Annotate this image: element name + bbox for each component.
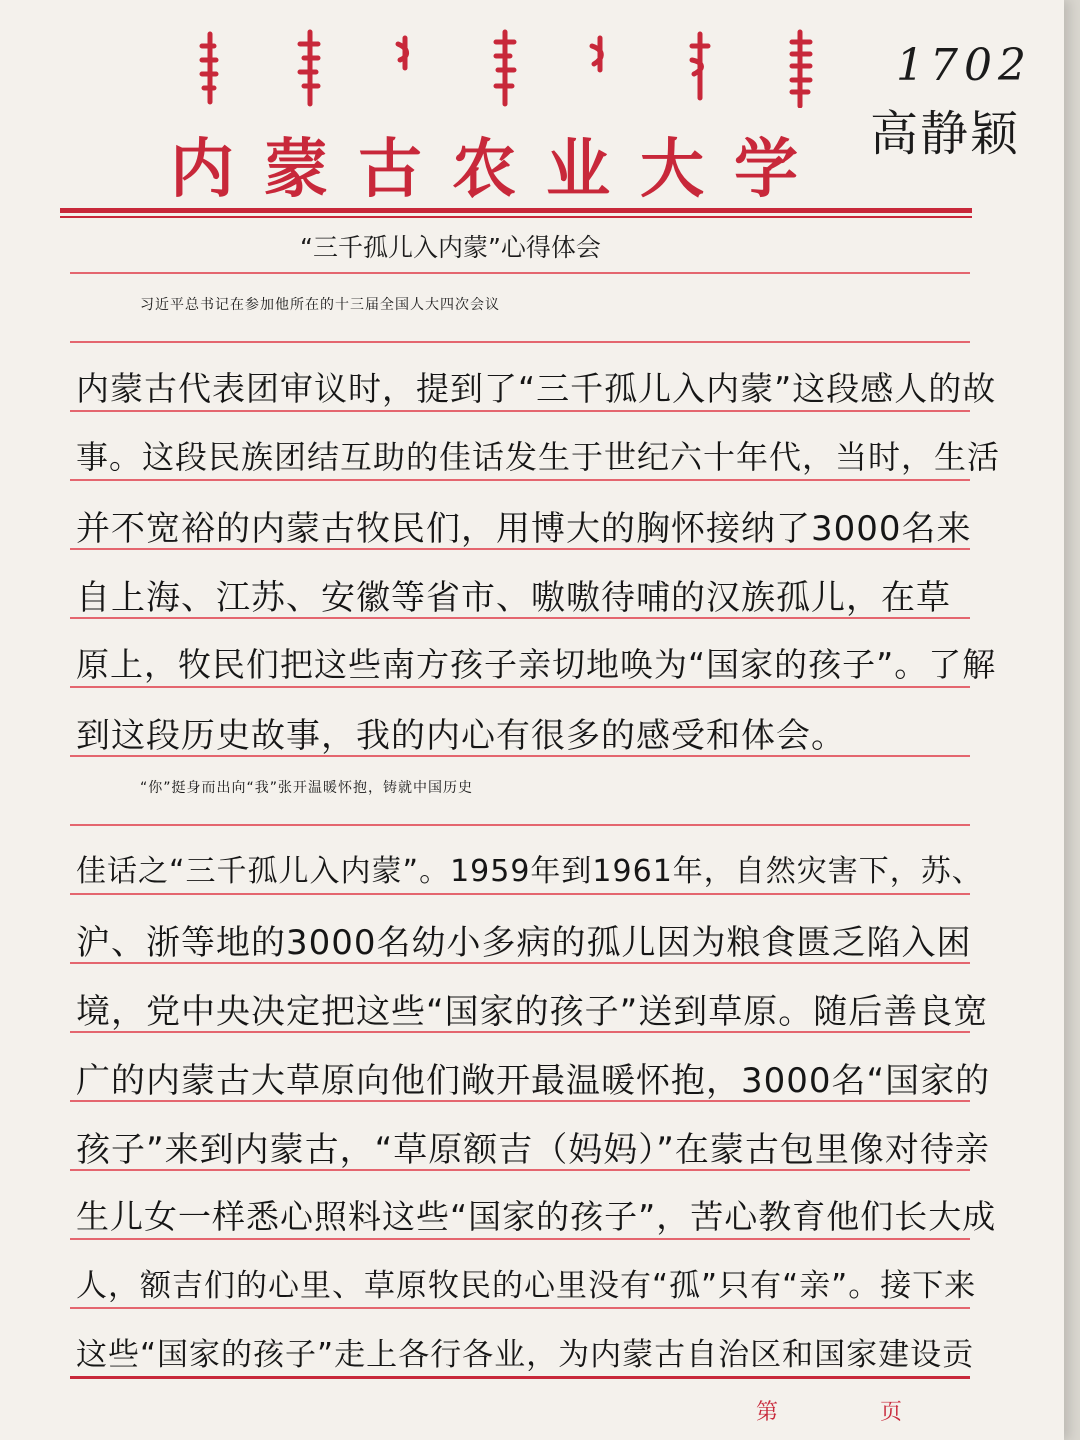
essay-line: 习近平总书记在参加他所在的十三届全国人大四次会议 [140, 297, 500, 313]
page-label-left: 第 [756, 1400, 779, 1425]
mongolian-script-icon [180, 28, 820, 108]
essay-line: 原上，牧民们把这些南方孩子亲切地唤为“国家的孩子”。了解 [76, 645, 997, 684]
student-name: 高静颖 [870, 106, 1021, 162]
essay-line: 境，党中央决定把这些“国家的孩子”送到草原。随后善良宽 [76, 992, 989, 1032]
header-rule-thin [60, 216, 972, 218]
essay-line: 孩子”来到内蒙古，“草原额吉（妈妈）”在蒙古包里像对待亲 [76, 1130, 990, 1170]
essay-line: 佳话之“三千孤儿入内蒙”。1959年到1961年，自然灾害下，苏、 [76, 854, 983, 889]
essay-line: 生儿女一样悉心照料这些“国家的孩子”，苦心教育他们长大成 [76, 1197, 997, 1236]
essay-line: 沪、浙等地的3000名幼小多病的孤儿因为粮食匮乏陷入困 [76, 923, 972, 963]
ruled-line [70, 893, 970, 895]
essay-line: “你”挺身而出向“我”张开温暖怀抱，铸就中国历史 [140, 780, 474, 796]
essay-line: 到这段历史故事，我的内心有很多的感受和体会。 [76, 716, 846, 756]
essay-line: 事。这段民族团结互助的佳话发生于世纪六十年代，当时，生活 [76, 438, 1001, 476]
ruled-line [70, 341, 970, 343]
student-signature [870, 40, 1060, 164]
class-number: 1702 [896, 40, 1032, 91]
essay-title: “三千孤儿入内蒙”心得体会 [300, 233, 601, 262]
header-rule-thick [60, 208, 972, 213]
essay-line: 并不宽裕的内蒙古牧民们，用博大的胸怀接纳了3000名来 [76, 509, 972, 549]
ruled-line [70, 1238, 970, 1240]
ruled-line [70, 686, 970, 688]
ruled-line [70, 410, 970, 412]
essay-line: 人，额吉们的心里、草原牧民的心里没有“孤”只有“亲”。接下来 [76, 1268, 977, 1304]
page-label-right: 页 [880, 1400, 903, 1425]
essay-line: 内蒙古代表团审议时，提到了“三千孤儿入内蒙”这段感人的故 [76, 369, 997, 408]
school-name: 内蒙古农业大学 [170, 132, 828, 207]
ruled-line [70, 479, 970, 481]
ruled-line [70, 1307, 970, 1309]
essay-line: 这些“国家的孩子”走上各行各业，为内蒙古自治区和国家建设贡 [76, 1337, 975, 1373]
ruled-line [70, 824, 970, 826]
footer-rule [70, 1376, 970, 1379]
ruled-line [70, 272, 970, 274]
essay-line: 广的内蒙古大草原向他们敞开最温暖怀抱，3000名“国家的 [76, 1061, 991, 1101]
essay-line: 自上海、江苏、安徽等省市、嗷嗷待哺的汉族孤儿，在草 [76, 578, 951, 618]
